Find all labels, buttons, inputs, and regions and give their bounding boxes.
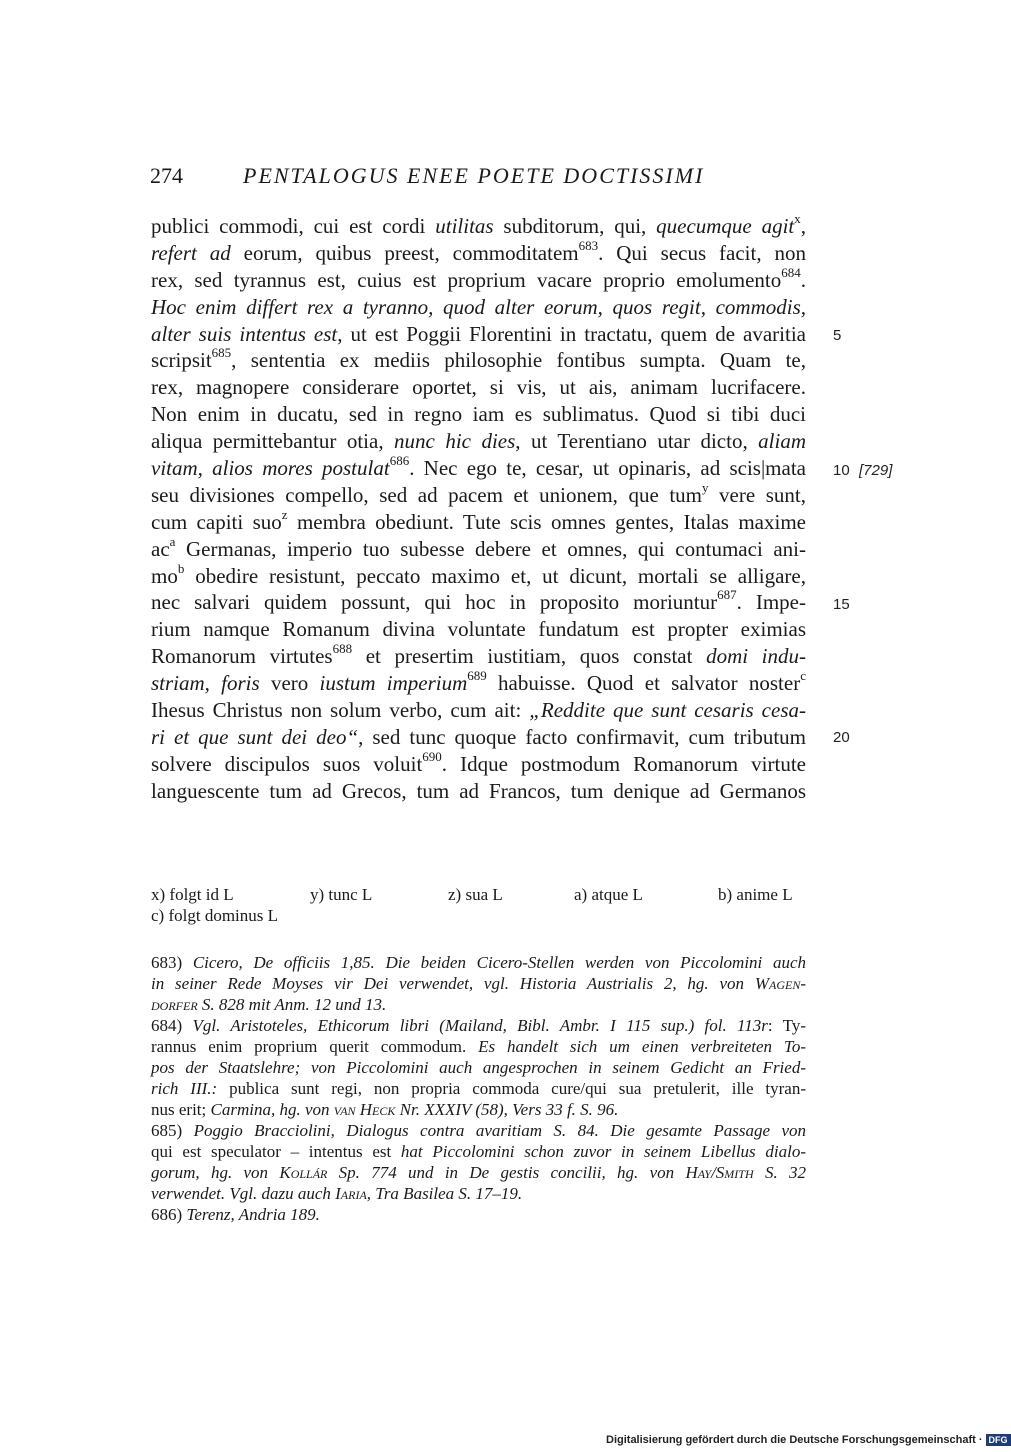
apparatus-note-c: c) folgt dominus L <box>151 906 279 925</box>
apparatus-note-x: x) folgt id L <box>151 885 234 904</box>
footnote-line: 684) Vgl. Aristoteles, Ethicorum libri (Mailand, Bibl. Ambr. I 115 sup.) fol. 113r: Ty- <box>151 1016 806 1035</box>
apparatus-note-a: a) atque L <box>574 885 643 904</box>
text-line: $ac^a$ Germanas, imperio tuo subesse debere et omnes, qui contumaci ani- <box>151 533 806 561</box>
footnote-line: pos der Staatslehre; von Piccolomini auch angesprochen in seinem Gedicht an Fried- <box>151 1058 806 1077</box>
footnote-line: 683) Cicero, De officiis 1,85. Die beiden Cicero-Stellen werden von Piccolomini auch <box>151 953 806 972</box>
critical-apparatus <box>151 884 806 926</box>
text-line: publici commodi, cui est cordi utilitas subditorum, qui, quecumque agit$^x$, <box>151 211 807 238</box>
line-number-5: 5 <box>833 327 842 344</box>
text-line: ri et que sunt dei deo“, sed tunc quoque facto confirmavit, cum tributum <box>151 724 807 749</box>
footnote-line: nus erit; Carmina, hg. von van Heck Nr. XXXIV (58), Vers 33 f. S. 96. <box>151 1100 619 1119</box>
footnote-line: in seiner Rede Moyses vir Dei verwendet, vgl. Historia Austrialis 2, hg. von Wagen- <box>151 974 806 993</box>
credit-text: Digitalisierung gefördert durch die Deutsche Forschungsgemeinschaft · <box>606 1434 983 1446</box>
text-line: rium namque Romanum divina voluntate fundatum est propter eximias <box>151 617 806 642</box>
text-line: rex, magnopere considerare oportet, si vis, ut ais, animam lucrifacere. <box>151 375 806 400</box>
footnote-line: 685) Poggio Bracciolini, Dialogus contra avaritiam S. 84. Die gesamte Passage von <box>151 1121 806 1140</box>
text-line: Hoc enim differt rex a tyranno, quod alter eorum, quos regit, commodis, <box>151 294 806 319</box>
running-title: PENTALOGUS ENEE POETE DOCTISSIMI <box>243 163 705 188</box>
digitization-credit <box>606 1434 1011 1446</box>
footnote-line: dorfer S. 828 mit Anm. 12 und 13. <box>151 995 387 1014</box>
text-line: Romanorum virtutes$^{688}$ et presertim iustitiam, quos constat domi indu- <box>151 641 807 669</box>
apparatus-note-y: y) tunc L <box>310 885 373 904</box>
text-line: nec salvari quidem possunt, qui hoc in proposito moriuntur$^{687}$. Impe- <box>151 587 806 615</box>
text-line: refert ad eorum, quibus preest, commoditatem$^{683}$. Qui secus facit, non <box>151 237 806 265</box>
footnote-line: qui est speculator – intentus est hat Piccolomini schon zuvor in seinem Libellus dialo- <box>151 1142 806 1161</box>
text-line: scripsit$^{685}$, sententia ex mediis philosophie fontibus sumpta. Quam te, <box>151 345 806 373</box>
text-line: Ihesus Christus non solum verbo, cum ait: „Reddite que sunt cesaris cesa- <box>151 698 806 723</box>
text-line: languescente tum ad Grecos, tum ad Francos, tum denique ad Germanos <box>151 778 806 803</box>
running-header <box>150 163 850 195</box>
footnote-line: rich III.: publica sunt regi, non propria commoda cure/qui sua pretulerit, ille tyran- <box>151 1079 807 1098</box>
line-number-10: 10 <box>833 462 850 479</box>
apparatus-note-z: z) sua L <box>448 885 503 904</box>
text-line: Non enim in ducatu, sed in regno iam es sublimatus. Quod si tibi duci <box>151 402 806 427</box>
text-line: rex, sed tyrannus est, cuius est proprium vacare proprio emolumento$^{684}$. <box>151 264 806 292</box>
dfg-logo: DFG <box>986 1434 1011 1446</box>
text-line: alter suis intentus est, ut est Poggii Florentini in tractatu, quem de avaritia <box>151 321 806 346</box>
manuscript-folio-ref: [729] <box>859 462 893 479</box>
text-line: $mo^b$ obedire resistunt, peccato maximo et, ut dicunt, mortali se alligare, <box>151 560 806 588</box>
footnote-line: 686) Terenz, Andria 189. <box>151 1205 320 1224</box>
text-line: vitam, alios mores postulat$^{686}$. Nec ego te, cesar, ut opinaris, ad scis|mata <box>151 453 806 481</box>
main-text <box>151 213 806 805</box>
footnote-line: verwendet. Vgl. dazu auch Iaria, Tra Basilea S. 17–19. <box>151 1184 523 1203</box>
apparatus-note-b: b) anime L <box>718 885 793 904</box>
text-line: striam, foris vero iustum imperium$^{689}$ habuisse. Quod et salvator noster$^c$ <box>151 668 806 696</box>
footnotes <box>151 952 806 1225</box>
footnote-line: gorum, hg. von Kollár Sp. 774 und in De gestis concilii, hg. von Hay/Smith S. 32 <box>151 1163 806 1182</box>
line-number-15: 15 <box>833 596 850 613</box>
text-line: aliqua permittebantur otia, nunc hic dies, ut Terentiano utar dicto, aliam <box>151 429 806 454</box>
page-number: 274 <box>150 163 183 188</box>
footnote-line: rannus enim proprium querit commodum. Es handelt sich um einen verbreiteten To- <box>151 1037 806 1056</box>
text-line: cum capiti suo$^z$ membra obediunt. Tute scis omnes gentes, Italas maxime <box>151 506 806 534</box>
line-number-20: 20 <box>833 729 850 746</box>
text-line: seu divisiones compello, sed ad pacem et unionem, que tum$^y$ vere sunt, <box>151 479 806 507</box>
text-line: solvere discipulos suos voluit$^{690}$. Idque postmodum Romanorum virtute <box>151 748 806 776</box>
